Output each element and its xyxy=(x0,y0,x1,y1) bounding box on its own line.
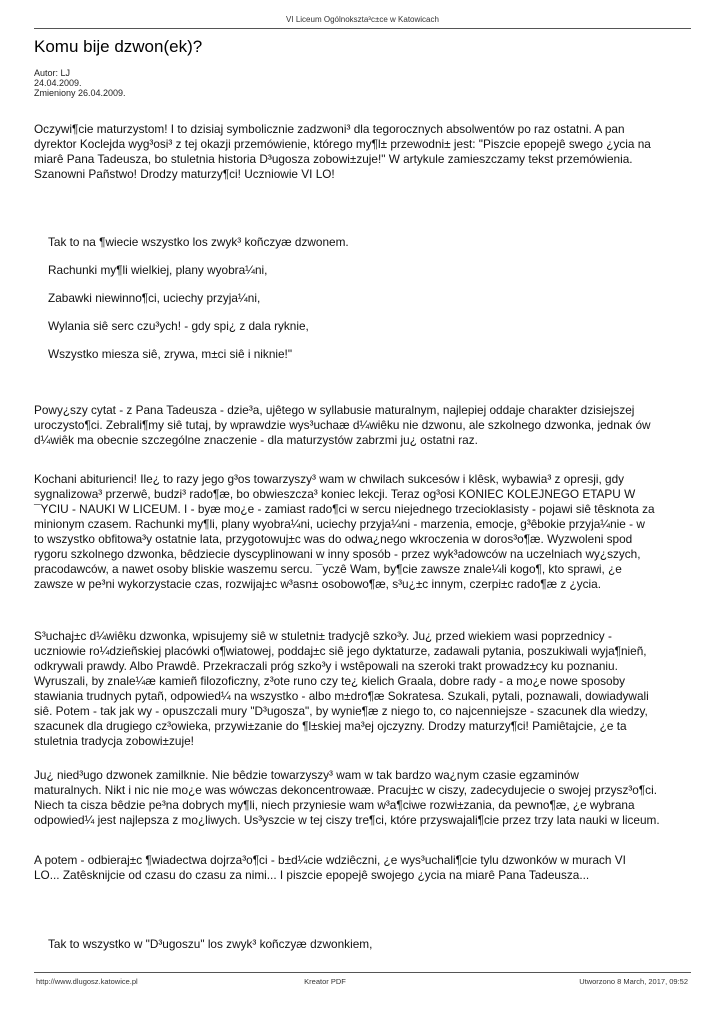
text-line: uczniowie ro¼dzieñskiej placówki o¶wiatowej, poddaj±c siê jego dyktaturze, zadawali pytania, poszukiwali wyja¶nieñ, xyxy=(34,644,647,658)
page-header: VI Liceum Ogólnokszta³c±ce w Katowicach xyxy=(286,15,439,24)
verse-line: Wylania siê serc czu³ych! - gdy spi¿ z dala ryknie, xyxy=(48,319,309,333)
text-line: Oczywi¶cie maturzystom! I to dzisiaj symbolicznie zadzwoni³ dla tegorocznych absolwentów po raz ostatni. A pan xyxy=(34,122,625,136)
text-line: Powy¿szy cytat - z Pana Tadeusza - dzie³a, ujêtego w syllabusie maturalnym, najlepiej oddaje charakter dzisiejszej xyxy=(34,403,635,417)
article-title: Komu bije dzwon(ek)? xyxy=(34,37,203,56)
verse-line: Rachunki my¶li wielkiej, plany wyobra¼ni, xyxy=(48,263,268,277)
article-modified: Zmieniony 26.04.2009. xyxy=(34,88,126,98)
paragraph-1 xyxy=(34,403,690,448)
text-line: Niech ta cisza bêdzie pe³na dobrych my¶li, niech przyniesie wam w³a¶ciwe rozwi±zania, da pewno¶æ, ¿e wybrana xyxy=(34,798,635,812)
text-line: A potem - odbieraj±c ¶wiadectwa dojrza³o¶ci - b±d¼cie wdziêczni, ¿e wys³uchali¶cie tylu dzwonków w murach VI xyxy=(34,853,626,867)
footer-generator: Kreator PDF xyxy=(304,977,346,986)
footer-created: Utworzono 8 March, 2017, 09:52 xyxy=(579,977,688,986)
closing-line: Tak to wszystko w "D³ugoszu" los zwyk³ koñczyæ dzwonkiem, xyxy=(48,937,373,951)
text-line: pracodawców, a nawet osoby bliskie waszemu sercu. ¯yczê Wam, by¶cie zawsze znale¼li kogo¶, kto sprawi, ¿e xyxy=(34,562,622,576)
text-line: uroczysto¶ci. Zebrali¶my siê tutaj, by wprawdzie wys³uchaæ d¼wiêku nie dzwonu, ale szkolnego dzwonka, jednak ów xyxy=(34,418,651,432)
text-line: siê. Potem - tak jak wy - opuszczali mury "D³ugosza", by wynie¶æ z niego to, co najcenniejsze - szacunek dla wiedzy, xyxy=(34,704,648,718)
text-line: minionym czasem. Rachunki my¶li, plany wyobra¼ni, uciechy przyja¼ni - marzenia, emocje, g³êbokie przyja¼nie - w xyxy=(34,517,645,531)
text-line: dyrektor Koclejda wyg³osi³ z tej okazji przemówienie, którego my¶l± przewodni± jest: "Piszcie epopejê swego ¿ycia na xyxy=(34,137,651,151)
paragraph-2 xyxy=(34,472,690,592)
footer-url: http://www.dlugosz.katowice.pl xyxy=(36,977,138,986)
text-line: maturalnych. Nikt i nic nie mo¿e was wówczas dekoncentrowaæ. Pracuj±c w ciszy, zadecydujecie o swojej przysz³o¶ci. xyxy=(34,783,657,797)
text-line: szacunek dla drugiego cz³owieka, przywi±zanie do ¶l±skiej ma³ej ojczyzny. Drodzy maturzy¶ci! Pamiêtajcie, ¿e ta xyxy=(34,719,627,733)
article-author: Autor: LJ xyxy=(34,68,71,78)
text-line: miarê Pana Tadeusza, bo stuletnia historia D³ugosza zobowi±zuje!" W artykule zamieszczamy tekst przemówienia. xyxy=(34,152,633,166)
text-line: to wszystko obfitowa³y ostatnie lata, przygotowuj±c was do odwa¿nego wkroczenia w doros³o¶æ. Wyzwoleni spod xyxy=(34,532,633,546)
text-line: odkrywali prawdy. Albo Prawdê. Przekraczali próg szko³y i wstêpowali na szeroki trakt prowadz±cy ku poznaniu. xyxy=(34,659,618,673)
text-line: rygoru szkolnego dzwonka, bêdziecie dyscyplinowani w inny sposób - przez wyk³adowców na uczelniach wy¿szych, xyxy=(34,547,641,561)
text-line: sygnalizowa³ przerwê, budzi³ rado¶æ, bo obwieszcza³ koniec lekcji. Teraz og³osi KONIEC KOLEJNEGO ETAPU W xyxy=(34,487,636,501)
footer-divider xyxy=(34,972,691,973)
header-divider xyxy=(34,28,691,29)
text-line: Wyruszali, by znale¼æ kamieñ filozoficzny, z³ote runo czy te¿ kielich Graala, dobre rady - a mo¿e nowe sposoby xyxy=(34,674,626,688)
paragraph-4 xyxy=(34,768,690,828)
verse-line: Tak to na ¶wiecie wszystko los zwyk³ koñczyæ dzwonem. xyxy=(48,235,349,249)
article-date: 24.04.2009. xyxy=(34,78,82,88)
text-line: ¯YCIU - NAUKI W LICEUM. I - byæ mo¿e - zamiast rado¶ci w sercu niejednego trzecioklasisty - pojawi siê têsknota za xyxy=(34,502,655,516)
text-line: d¼wiêk ma obecnie szczególne znaczenie - dla maturzystów zabrzmi ju¿ ostatni raz. xyxy=(34,433,478,447)
text-line: Ju¿ nied³ugo dzwonek zamilknie. Nie bêdzie towarzyszy³ wam w tak bardzo wa¿nym czasie egzaminów xyxy=(34,768,579,782)
verse-line: Wszystko miesza siê, zrywa, m±ci siê i niknie!" xyxy=(48,347,293,361)
text-line: stawiania trudnych pytañ, odpowied¼ na wszystko - albo m±dro¶æ Sokratesa. Szukali, pytali, poznawali, dowiadywali xyxy=(34,689,649,703)
text-line: zawsze w pe³ni wykorzystacie czas, rozwijaj±c w³asn± osobowo¶æ, s³u¿±c innym, czerpi±c rado¶æ z ¿ycia. xyxy=(34,577,601,591)
verse-line: Zabawki niewinno¶ci, uciechy przyja¼ni, xyxy=(48,291,261,305)
text-line: Szanowni Pañstwo! Drodzy maturzy¶ci! Uczniowie VI LO! xyxy=(34,167,335,181)
text-line: Kochani abiturienci! Ile¿ to razy jego g³os towarzyszy³ wam w chwilach sukcesów i klêsk, wybawia³ z opresji, gdy xyxy=(34,472,625,486)
text-line: LO... Zatêsknijcie od czasu do czasu za nimi... I piszcie epopejê swojego ¿ycia na miarê Pana Tadeusza... xyxy=(34,868,590,882)
paragraph-5 xyxy=(34,853,690,883)
text-line: stuletnia tradycja zobowi±zuje! xyxy=(34,734,194,748)
paragraph-3 xyxy=(34,629,690,749)
intro-paragraph xyxy=(34,122,690,182)
text-line: odpowied¼ jest najlepsza z mo¿liwych. Us³yszcie w tej ciszy tre¶ci, które przyswajali¶cie przez trzy lata nauki w liceum. xyxy=(34,813,660,827)
text-line: S³uchaj±c d¼wiêku dzwonka, wpisujemy siê w stuletni± tradycjê szko³y. Ju¿ przed wiekiem wasi poprzednicy - xyxy=(34,629,612,643)
